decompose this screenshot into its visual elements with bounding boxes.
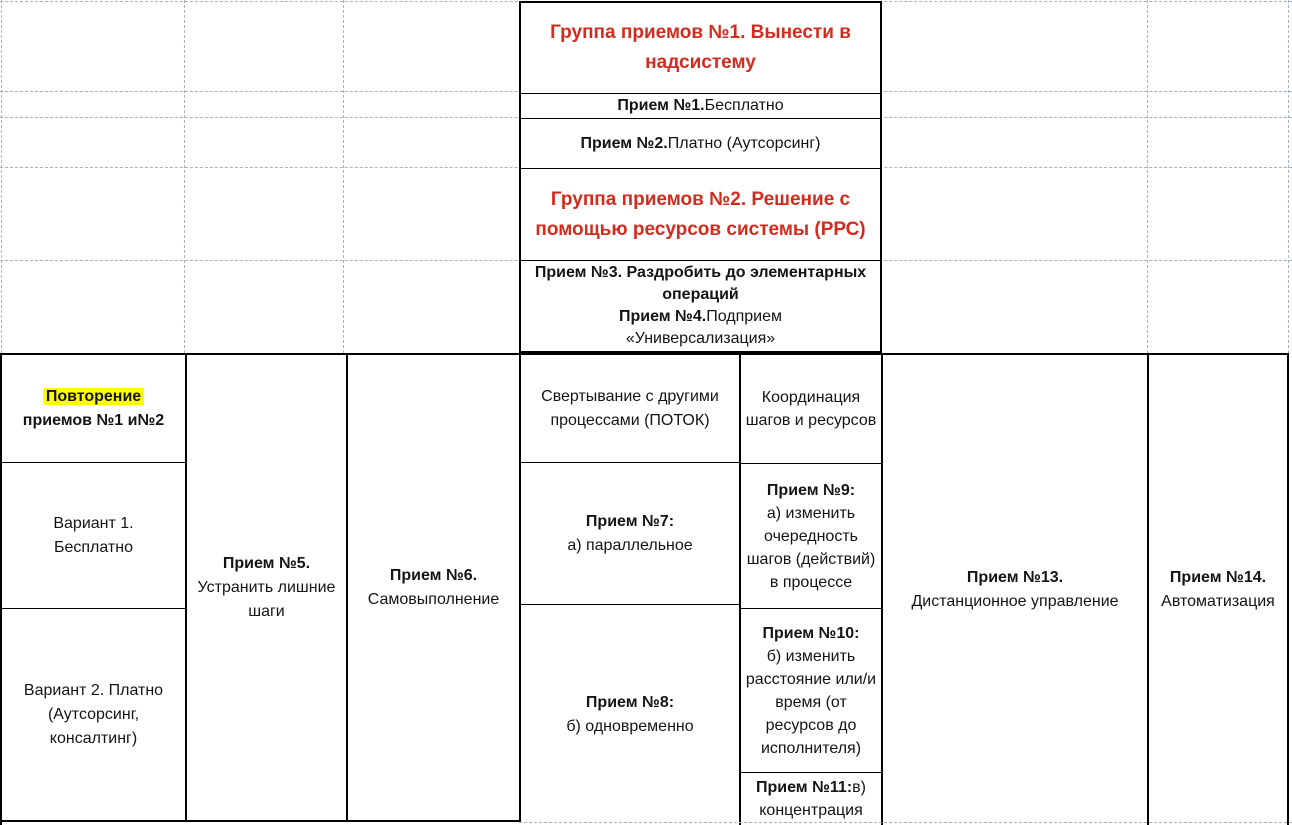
cell-priem-2[interactable] [521, 119, 880, 169]
priem-4-text-line2: «Универсализация» [625, 330, 776, 347]
top-block [519, 1, 882, 353]
main-table [0, 353, 1289, 825]
cell-variant-2[interactable]: Вариант 2. Платно (Аутсорсинг, консалтинг) [23, 681, 164, 747]
cell-priem-11[interactable] [741, 773, 881, 825]
column-6 [883, 355, 1149, 825]
cell-priem-6[interactable]: Прием №6. Самовыполнение [367, 566, 500, 608]
cell-svertyvanie[interactable]: Свертывание с другими процессами (ПОТОК) [521, 355, 739, 463]
pagebreak-gridline-v-3 [1147, 0, 1148, 353]
column-4 [521, 355, 741, 825]
cell-priem-13[interactable]: Прием №13. Дистанционное управление [911, 569, 1119, 610]
priem-11-text: Прием №11:в) концентрация [756, 779, 866, 819]
column-5 [741, 355, 883, 825]
column-3 [348, 355, 521, 822]
cell-priem-9[interactable]: Прием №9: а) изменить очередность шагов (действий) в процессе [741, 464, 881, 609]
cell-group1-title[interactable] [521, 3, 880, 94]
cell-repeat-priems[interactable]: Повторение приемов №1 и№2 [2, 355, 185, 463]
column-7 [1149, 355, 1289, 825]
cell-group2-title[interactable] [521, 169, 880, 261]
cell-priem-14[interactable]: Прием №14. Автоматизация [1161, 569, 1275, 610]
highlight-mark: Повторение [43, 388, 144, 405]
pagebreak-gridline-v-1 [184, 0, 185, 353]
repeat-highlighted-line [8, 385, 179, 409]
cell-koordinacia[interactable]: Координация шагов и ресурсов [741, 355, 881, 464]
priem-3-text: Прием №3. Раздробить до элементарных операций [534, 264, 867, 303]
group1-title-text: Группа приемов №1. Вынести в надсистему [550, 22, 851, 73]
priem-4-text: Прием №4.Подприем [618, 308, 783, 325]
pagebreak-gridline-v-2 [343, 0, 344, 353]
column-1 [2, 355, 187, 822]
cell-variant-1[interactable]: Вариант 1. Бесплатно [2, 463, 185, 609]
cell-priem-10[interactable]: Прием №10: б) изменить расстояние или/и время (от ресурсов до исполнителя) [741, 609, 881, 773]
priem-2-text: Прием №2.Платно (Аутсорсинг) [580, 134, 821, 152]
cell-priem-7[interactable]: Прием №7: а) параллельное [521, 463, 739, 605]
column-2 [187, 355, 348, 822]
pagebreak-gridline-h-bottom-edge [519, 822, 1292, 823]
cell-priem-5[interactable]: Прием №5. Устранить лишние шаги [197, 554, 336, 620]
pagebreak-gridline-v-right-edge [1288, 0, 1289, 353]
pagebreak-gridline-v-left-edge [1, 0, 2, 353]
group2-title-text: Группа приемов №2. Решение с помощью ресурсов системы (РРС) [535, 188, 866, 240]
priem-1-text: Прием №1.Бесплатно [617, 97, 784, 114]
cell-priem-3-4[interactable] [521, 261, 880, 351]
cell-priem-1[interactable] [521, 94, 880, 119]
cell-priem-8[interactable]: Прием №8: б) одновременно [566, 694, 694, 735]
